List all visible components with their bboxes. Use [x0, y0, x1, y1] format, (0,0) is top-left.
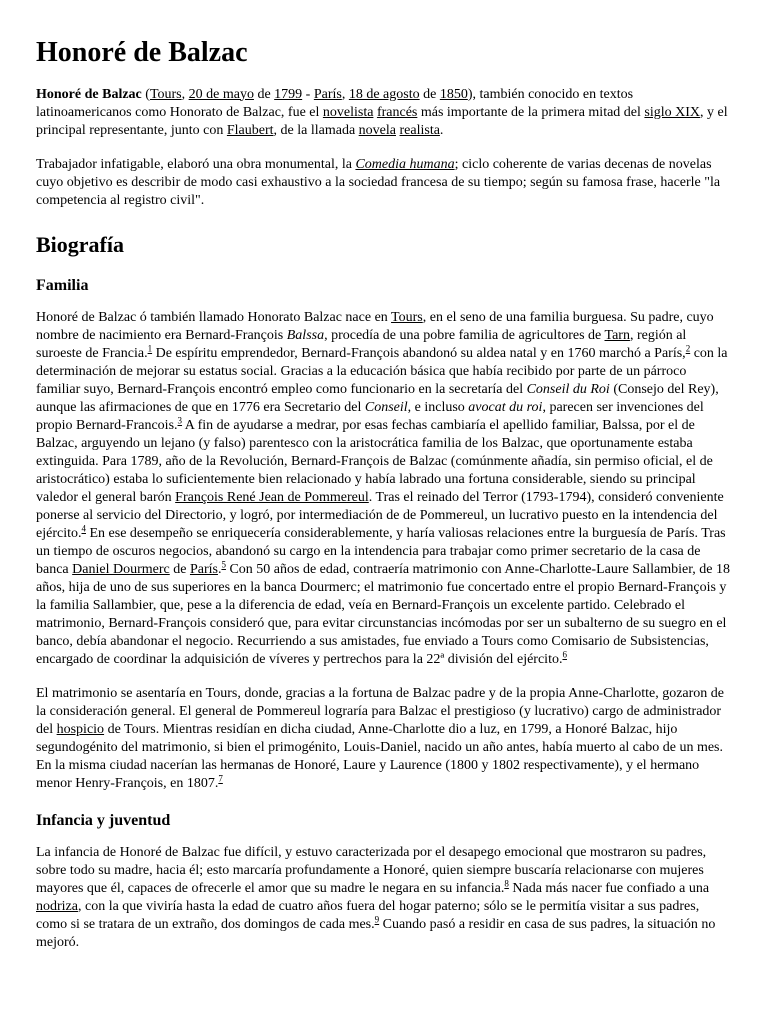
footnote-link[interactable]: 6 [562, 649, 567, 660]
body-text: de [419, 86, 440, 102]
body-text: Trabajador infatigable, elaboró una obra monumental, la [36, 156, 356, 172]
body-text: En ese desempeño se enriquecería considerablemente, y haría valiosas relaciones entre la burguesía de París. Tras un tiempo de oscuros negocios, abandonó su cargo en la intendencia para trabajar como primer secretario de la casa de banca [36, 526, 726, 578]
italic-text: Balssa [286, 328, 325, 344]
body-text: Con 50 años de edad, contraería matrimonio con Anne-Charlotte-Laure Sallambier, de 18 años, hija de uno de sus superiores en la banca Dourmerc; el matrimonio fue concertado entre el propio Bernard-François y la familia Sallambier, que, pese a la diferencia de edad, veía en Bernard-François un excelente partido. Celebrado el matrimonio, Bernard-François consideró que, para evitar circunstancias incómodas por ser un subalterno de su suegro en el banco, debía abandonar el negocio. Recurriendo a sus amistades, fue enviado a Tours como Comisario de Subsistencias, encargado de coordinar la adquisición de víveres y pertrechos para la 22ª división del ejército. [36, 562, 731, 668]
article-link[interactable]: Daniel Dourmerc [72, 562, 170, 578]
body-text: ; ciclo coherente de varias decenas de novelas cuyo objetivo es describir de modo casi exhaustivo a la sociedad francesa de su tiempo; según su famosa frase, hacerle "la competencia al registro civil". [36, 156, 721, 208]
bold-text: Honoré de Balzac [36, 86, 142, 102]
body-text: . Tras el reinado del Terror (1793-1794), consideró conveniente ponerse al servicio del Directorio, y logró, por intermediación de de Pommereul, un lucrativo puesto en la intendencia del ejército. [36, 490, 724, 542]
italic-text: avocat du roi [468, 400, 543, 416]
body-text: Nada más nacer fue confiado a una [508, 881, 710, 897]
familia-paragraph-2 [36, 685, 732, 793]
footnote-link[interactable]: 3 [177, 415, 183, 426]
article-link[interactable]: 1850 [439, 86, 468, 102]
body-text: Cuando pasó a residir en casa de sus padres, la situación no mejoró. [36, 917, 716, 951]
body-text: , en el seno de una familia burguesa. Su padre, cuyo nombre de nacimiento era Bernard-François [36, 310, 714, 344]
body-text: A fin de ayudarse a medrar, por esas fechas cambiaría el apellido familiar, Balssa, por el de Balzac, arguyendo un lejano (y falso) parentesco con la aristocrática familia de los Balzac, que oportunamente estaba extinguida. Para 1789, año de la Revolución, Bernard-François de Balzac (comúnmente añadía, sin permiso oficial, el de aristocrático) estaba lo suficientemente bien relacionado y había labrado una fortuna considerable, siendo su principal valedor el general barón [36, 418, 713, 506]
footnote-link[interactable]: 8 [504, 878, 509, 889]
intro-paragraph-2 [36, 156, 732, 210]
article-link[interactable]: francés [376, 104, 418, 120]
footnote-link[interactable]: 4 [81, 523, 86, 534]
body-text: (Consejo del Rey), aunque las afirmaciones de que en 1776 era Secretario del [36, 382, 719, 416]
body-text: de [253, 86, 275, 102]
body-text: de [169, 562, 190, 578]
body-text: de Tours. Mientras residían en dicha ciudad, Anne-Charlotte dio a luz, en 1799, a Honoré Balzac, hijo segundogénito del matrimonio, si bien el primogénito, Louis-Daniel, nacido un año antes, había muerto al cabo de un mes. En la misma ciudad nacerían las hermanas de Honoré, Laure y Laurence (1800 y 1802 respectivamente), y el hermano menor Henry-François, en 1807. [36, 722, 723, 792]
body-text: más importante de la primera mitad del [417, 104, 645, 120]
article-link[interactable]: Tours [149, 86, 182, 102]
body-text: - [302, 86, 314, 102]
body-text: El matrimonio se asentaría en Tours, donde, gracias a la fortuna de Balzac padre y de la propia Anne-Charlotte, gozaron de la consideración general. El general de Pommereul lograría para Balzac el prestigioso (y lucrativo) cargo de administrador del [36, 686, 725, 738]
article-link[interactable]: París [313, 86, 342, 102]
footnote-link[interactable]: 9 [374, 914, 380, 925]
italic-text: Conseil du Roi [526, 382, 610, 398]
body-text: La infancia de Honoré de Balzac fue difícil, y estuvo caracterizada por el desapego emocional que mostraron su padres, sobre todo su madre, hacia él; esto marcaría profundamente a Honoré, quien siempre buscaría relacionarse con mujeres mayores que él, capaces de ofrecerle el amor que su madre le negara en su infancia. [36, 845, 707, 897]
footnote-link[interactable]: 2 [685, 343, 691, 354]
familia-paragraph-1 [36, 309, 732, 669]
body-text: De espíritu emprendedor, Bernard-François abandonó su aldea natal y en 1760 marchó a París, [152, 346, 686, 362]
body-text: , de la llamada [273, 122, 359, 138]
subsection-heading-familia: Familia [36, 276, 89, 294]
article-link[interactable]: París [189, 562, 218, 578]
body-text: , región al suroeste de Francia. [36, 328, 687, 362]
italic-text: Conseil [364, 400, 408, 416]
body-text: , [341, 86, 349, 102]
body-text: . [439, 122, 444, 138]
article-link[interactable]: novelista [322, 104, 374, 120]
body-text: ( [141, 86, 150, 102]
article-link[interactable]: Tours [391, 310, 423, 326]
body-text: , y el principal representante, junto con [36, 104, 728, 138]
footnote-link[interactable]: 1 [147, 343, 153, 354]
body-text: , parecen ser invenciones del propio Bernard-Francois. [36, 400, 704, 434]
article-link[interactable]: Comedia humana [355, 156, 455, 172]
article-link[interactable]: Flaubert [226, 122, 274, 138]
footnote-ref[interactable] [218, 774, 223, 784]
body-text: Honoré de Balzac ó también llamado Honorato Balzac nace en [36, 310, 392, 326]
body-text: , procedía de una pobre familia de agricultores de [324, 328, 605, 344]
body-text: . [217, 562, 222, 578]
footnote-link[interactable]: 5 [221, 559, 226, 570]
article-link[interactable]: 20 de mayo [188, 86, 254, 102]
section-heading-biografia: Biografía [36, 231, 124, 257]
body-text: , e incluso [407, 400, 469, 416]
subsection-heading-infancia: Infancia y juventud [36, 812, 171, 830]
body-text: ), también conocido en textos latinoamericanos como Honorato de Balzac, fue el [36, 86, 634, 120]
footnote-link[interactable]: 7 [218, 773, 223, 784]
intro-paragraph-1 [36, 86, 732, 140]
article-link[interactable]: realista [399, 122, 440, 138]
article-link[interactable]: hospicio [56, 722, 105, 738]
footnote-ref[interactable] [562, 650, 567, 660]
body-text: , [181, 86, 189, 102]
infancia-paragraph-1 [36, 844, 732, 952]
body-text: , con la que viviría hasta la edad de cuatro años fuera del hogar paterno; sólo se le permitía visitar a sus padres, como si se tratara de un extraño, dos domingos de cada mes. [36, 899, 700, 933]
body-text: con la determinación de mejorar su estatus social. Gracias a la educación básica que había recibido por parte de un párroco familiar suyo, Bernard-François encontró empleo como funcionario en la secretaría del [36, 346, 728, 398]
article-link[interactable]: siglo XIX [644, 104, 701, 120]
article-link[interactable]: novela [358, 122, 396, 138]
article-link[interactable]: 18 de agosto [348, 86, 420, 102]
article-link[interactable]: François René Jean de Pommereul [175, 490, 369, 506]
article-link[interactable]: Tarn [604, 328, 630, 344]
article-link[interactable]: nodriza [36, 899, 78, 915]
article-link[interactable]: 1799 [274, 86, 303, 102]
article-title: Honoré de Balzac [36, 37, 248, 68]
